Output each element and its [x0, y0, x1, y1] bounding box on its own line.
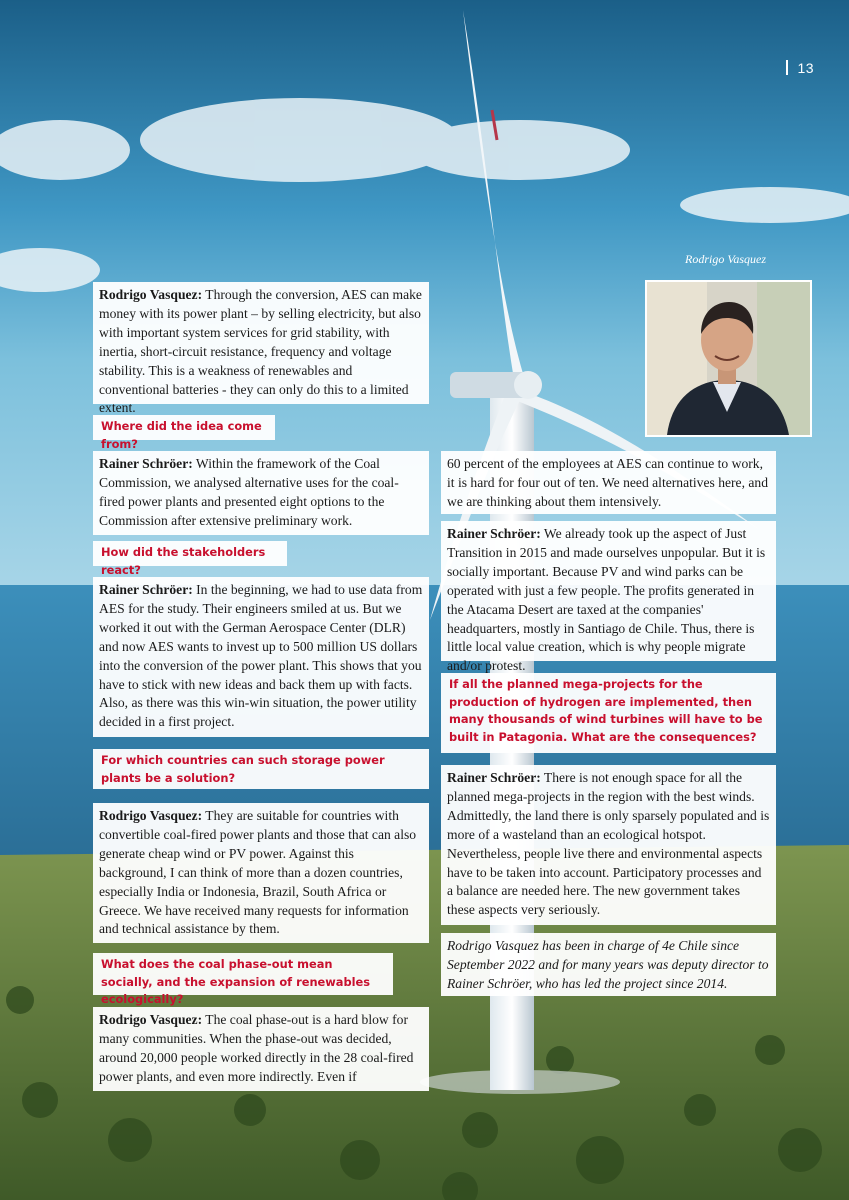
answer-block-vasquez-conversion: [93, 282, 429, 416]
portrait-photo: [645, 280, 812, 437]
portrait-person-icon: [647, 282, 810, 435]
answer-text: 60 percent of the employees at AES can continue to work, it is hard for four out of ten. We need alternatives here, and we are thinking about them intensively.: [447, 456, 769, 509]
answer-text: In the beginning, we had to use data from AES for the study. Their engineers smiled at us. But we worked it out with the German Aerospace Center (DLR) and now AES wants to invest up to 500 million US dollars into the conversion of the power plant. This shows that you have to stick with new ideas and back them up with facts. Also, as there was this win-win situation, the power utility decided in a first project.: [99, 582, 423, 730]
answer-block-vasquez-countries: [93, 803, 429, 943]
speaker-name: Rodrigo Vasquez:: [99, 287, 203, 302]
answer-text: Within the framework of the Coal Commission, we analysed alternative uses for the coal-fired power plants and presented eight options to the Commission after extensive preliminary work.: [99, 456, 399, 528]
speaker-name: Rainer Schröer:: [447, 770, 541, 785]
answer-block-schroer-coal-commission: [93, 451, 429, 535]
question-mega-projects: If all the planned mega-projects for the production of hydrogen are implemented, then many thousands of wind turbines will have to be built in Patagonia. What are the consequences?: [441, 673, 776, 753]
answer-text: We already took up the aspect of Just Transition in 2015 and made ourselves unpopular. But it is socially important. Because PV and wind parks can be operated with just a few people. The profits generated in the Atacama Desert are taxed at the companies' headquarters, mostly in Santiago de Chile. Thus, there is little local value creation, which is why people migrate and/or protest.: [447, 526, 766, 674]
answer-block-continuation: [441, 451, 776, 514]
question-idea-origin: Where did the idea come from?: [93, 415, 275, 440]
page-number: [786, 60, 814, 76]
answer-text: The coal phase-out is a hard blow for many communities. When the phase-out was decided, around 20,000 people worked directly in the 28 coal-fired power plants, and even more indirectly. Even if: [99, 1012, 414, 1084]
author-note: Rodrigo Vasquez has been in charge of 4e Chile since September 2022 and for many years was deputy director to Rainer Schröer, who has led the project since 2014.: [441, 933, 776, 996]
question-coal-phase-out: What does the coal phase-out mean socially, and the expansion of renewables ecologically?: [93, 953, 393, 995]
answer-block-schroer-just-transition: [441, 521, 776, 674]
answer-text: Through the conversion, AES can make money with its power plant – by selling electricity, but also with important system services for grid stability, with inertia, short-circuit resistance, frequency and voltage stability. This is a weakness of renewables and conventional batteries - they can only do this to a limited extent.: [99, 287, 422, 416]
question-countries: For which countries can such storage power plants be a solution?: [93, 749, 429, 789]
answer-block-schroer-mega-projects: [441, 765, 776, 925]
page-number-divider: [786, 60, 788, 75]
speaker-name: Rainer Schröer:: [99, 582, 193, 597]
question-stakeholders: How did the stakeholders react?: [93, 541, 287, 566]
answer-text: There is not enough space for all the planned mega-projects in the region with the best winds. Admittedly, the land there is only sparsely populated and is more of a wasteland than an ecological hotspot. Nevertheless, people live there and environmental aspects have to be taken into account. Participatory processes and a balance are needed here. The new government takes these aspects very seriously.: [447, 770, 770, 918]
page-number-text: 13: [797, 60, 815, 76]
answer-block-schroer-stakeholders: [93, 577, 429, 737]
speaker-name: Rodrigo Vasquez:: [99, 1012, 203, 1027]
answer-block-vasquez-phase-out: [93, 1007, 429, 1091]
speaker-name: Rainer Schröer:: [447, 526, 541, 541]
answer-text: They are suitable for countries with convertible coal-fired power plants and those that can also generate cheap wind or PV power. Against this background, I can think of more than a dozen countries, especially India or Indonesia, Brazil, South Africa or Greece. We have received many requests for information and technical assistance by them.: [99, 808, 417, 937]
photo-caption: Rodrigo Vasquez: [685, 252, 766, 266]
speaker-name: Rainer Schröer:: [99, 456, 193, 471]
speaker-name: Rodrigo Vasquez:: [99, 808, 203, 823]
